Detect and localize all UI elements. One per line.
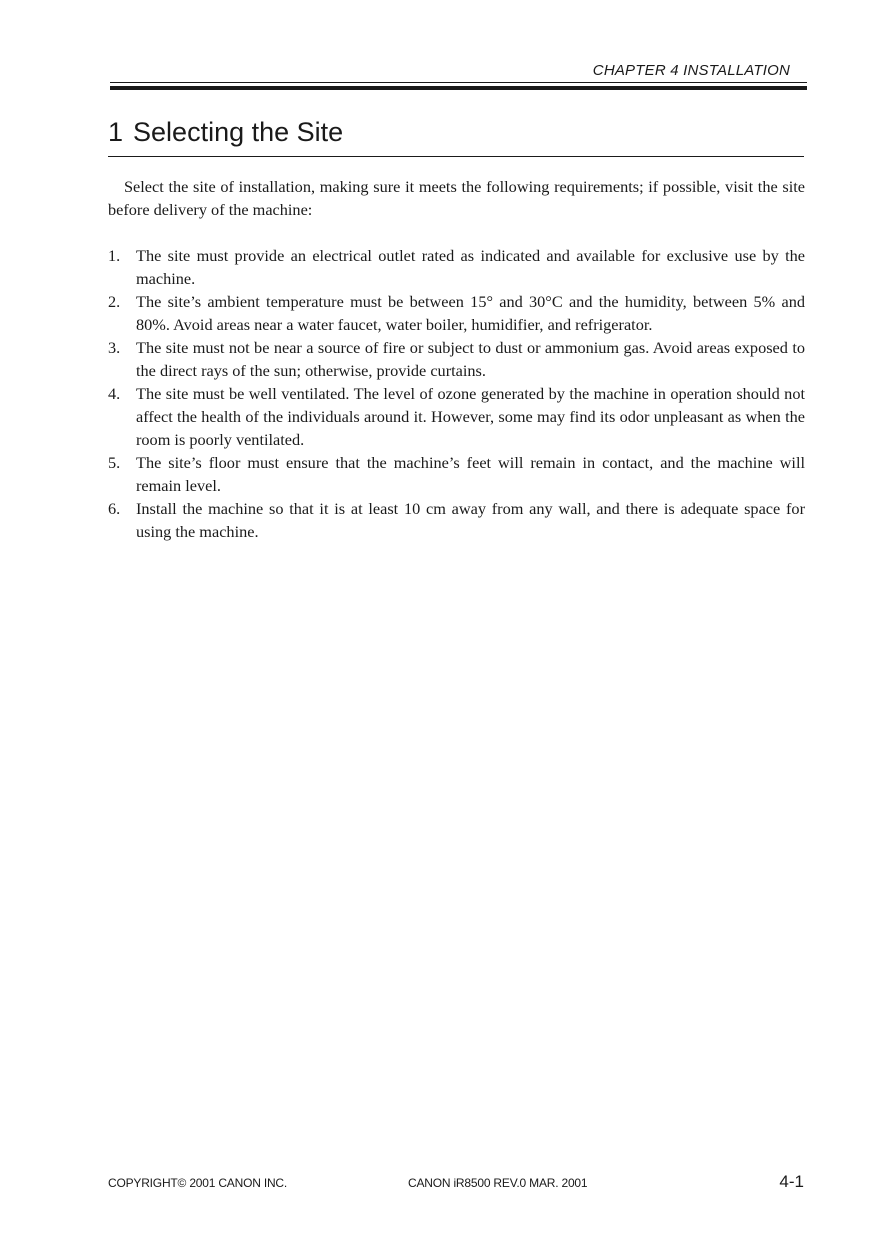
footer-model-revision: CANON iR8500 REV.0 MAR. 2001 — [408, 1176, 588, 1190]
header-rule-thick — [110, 86, 807, 90]
section-title — [108, 116, 343, 148]
requirement-text: The site must provide an electrical outlet rated as indicated and available for exclusive use by the machine. — [136, 246, 805, 288]
page-number: 4-1 — [779, 1172, 804, 1191]
footer-copyright: COPYRIGHT© 2001 CANON INC. — [108, 1176, 288, 1190]
requirement-item — [108, 451, 805, 497]
requirement-item — [108, 382, 805, 451]
requirement-text: The site’s ambient temperature must be between 15° and 30°C and the humidity, between 5% and 80%. Avoid areas near a water faucet, water boiler, humidifier, and refrigerator. — [136, 292, 805, 334]
requirement-text: Install the machine so that it is at least 10 cm away from any wall, and there is adequate space for using the machine. — [136, 499, 805, 541]
requirement-text: The site must be well ventilated. The level of ozone generated by the machine in operation should not affect the health of the individuals around it. However, some may find its odor unpleasant as when the room is poorly ventilated. — [136, 384, 805, 449]
header-rule-thin — [110, 82, 807, 83]
requirement-item — [108, 497, 805, 543]
requirement-number: 4. — [108, 384, 121, 403]
section-title-text: Selecting the Site — [133, 117, 344, 147]
document-body — [108, 175, 805, 543]
requirement-item — [108, 336, 805, 382]
requirement-item — [108, 244, 805, 290]
requirement-number: 6. — [108, 499, 121, 518]
requirement-item — [108, 290, 805, 336]
requirements-list — [108, 244, 805, 543]
requirement-text: The site’s floor must ensure that the machine’s feet will remain in contact, and the machine will remain level. — [136, 453, 805, 495]
requirement-number: 5. — [108, 453, 121, 472]
requirement-text: The site must not be near a source of fire or subject to dust or ammonium gas. Avoid areas exposed to the direct rays of the sun; otherwise, provide curtains. — [136, 338, 805, 380]
title-underline — [108, 156, 804, 157]
chapter-header: CHAPTER 4 INSTALLATION — [592, 62, 790, 79]
section-number: 1 — [108, 117, 124, 147]
requirement-number: 2. — [108, 292, 121, 311]
intro-paragraph: Select the site of installation, making sure it meets the following requirements; if possible, visit the site before delivery of the machine: — [108, 177, 805, 219]
requirement-number: 3. — [108, 338, 121, 357]
requirement-number: 1. — [108, 246, 121, 265]
